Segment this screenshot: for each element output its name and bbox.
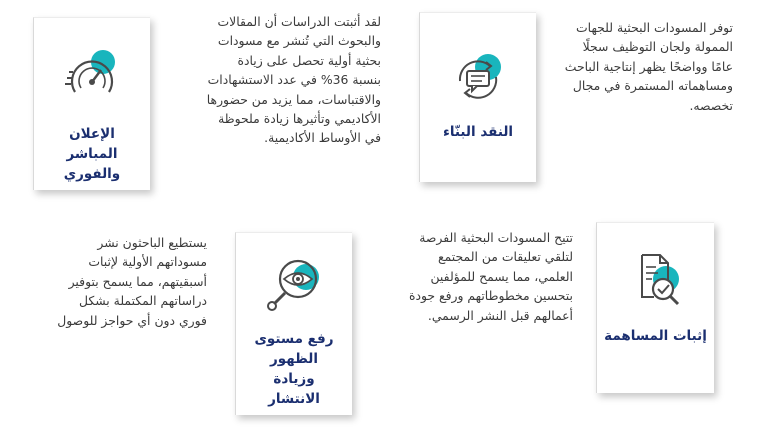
card-label: رفع مستوى الظهور وزيادة الانتشار — [254, 331, 334, 407]
description-text: توفر المسودات البحثية للجهات الممولة ولجان التوظيف سجلًا عامًا وواضحًا يظهر إنتاجية الباحث ومساهماته المستمرة في مجال تخصصه. — [564, 20, 733, 113]
card-constructive-criticism — [419, 12, 536, 182]
card-label: إثبات المساهمة — [604, 328, 707, 344]
document-magnifier-check-icon — [626, 251, 686, 309]
card-label: النقد البنّاء — [442, 124, 514, 140]
card-label: الإعلان المباشر والفوري — [63, 126, 121, 182]
card-proof-of-contribution — [596, 222, 714, 393]
description-text: يستطيع الباحثون نشر مسوداتهم الأولية لإثبات أسبقيتهم، مما يسمح بتوفير دراساتهم المكتملة بشكل فوري دون أي حواجز للوصول — [57, 235, 207, 328]
speedometer-icon — [63, 48, 121, 104]
eye-magnifier-icon — [262, 255, 326, 315]
card-direct-announcement — [33, 17, 150, 190]
feedback-chat-icon — [450, 51, 506, 107]
card-visibility — [235, 232, 352, 415]
description-text: لقد أثبتت الدراسات أن المقالات والبحوث التي تُنشر مع مسودات بحثية أولية تحصل على زيادة بنسبة 36% في عدد الاستشهادات والاقتباسات، مما يزيد من حضورها الأكاديمي وتأثيرها زيادة ملحوظة في الأوساط الأكاديمية. — [206, 14, 381, 146]
description-text: تتيح المسودات البحثية الفرصة لتلقي تعليقات من المجتمع العلمي، مما يسمح للمؤلفين بتحسين مخطوطاتهم ورفع جودة أعمالهم قبل النشر الرسمي. — [408, 230, 573, 323]
